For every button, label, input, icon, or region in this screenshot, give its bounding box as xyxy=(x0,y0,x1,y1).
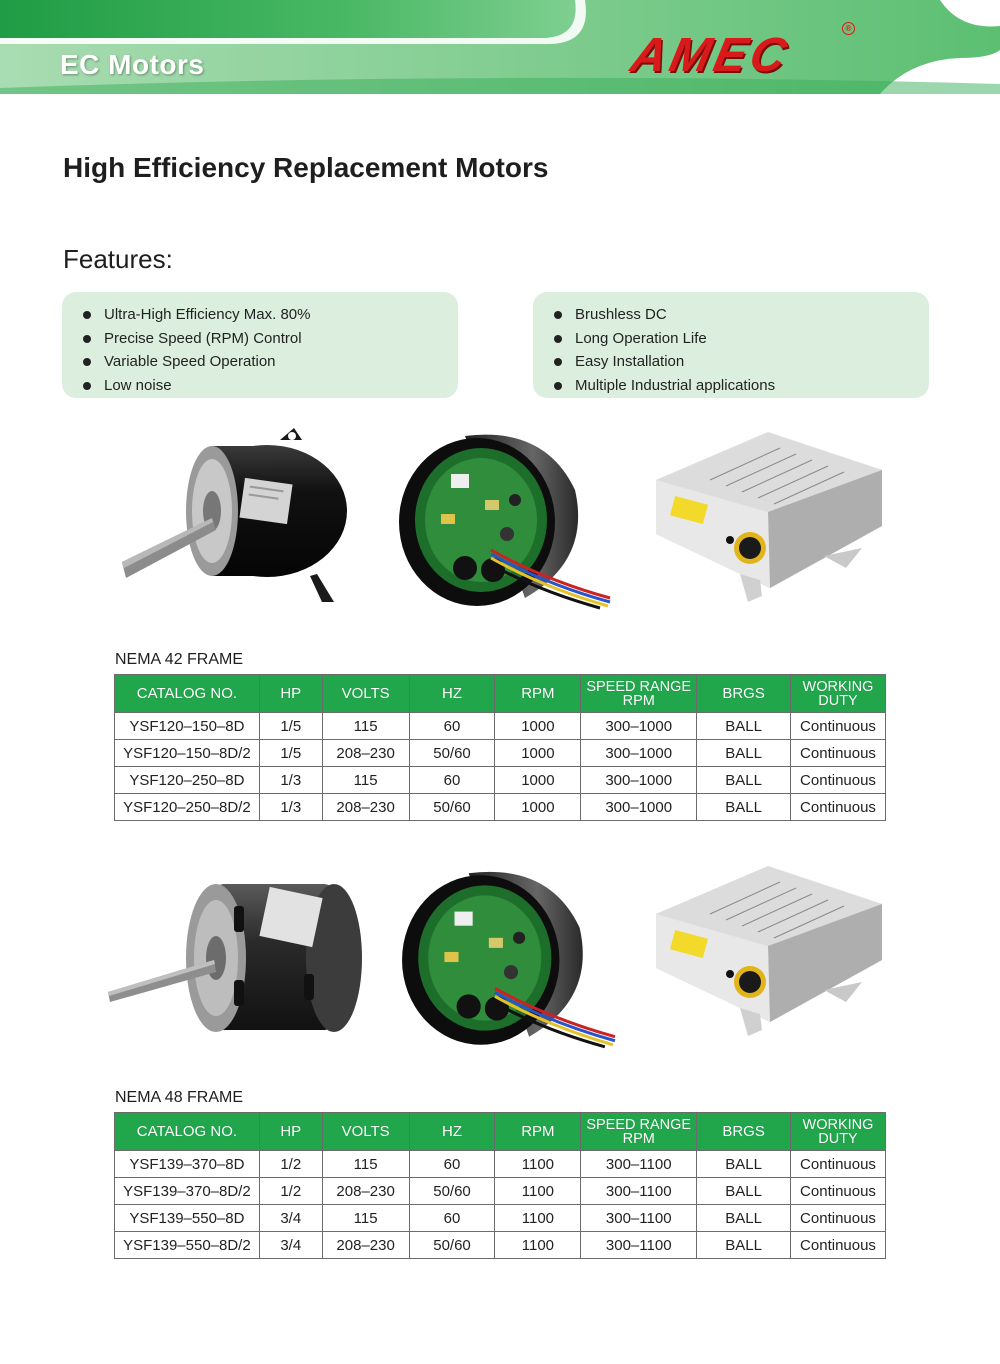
control-board-image-2 xyxy=(398,866,620,1050)
feature-text: Easy Installation xyxy=(575,353,685,370)
table-cell: 50/60 xyxy=(409,1178,495,1205)
column-header: RPM xyxy=(495,1113,581,1151)
column-header: HP xyxy=(259,1113,322,1151)
column-header: CATALOG NO. xyxy=(115,1113,260,1151)
bullet-icon xyxy=(554,358,562,366)
table-cell: 208–230 xyxy=(322,740,409,767)
table-cell: 300–1000 xyxy=(581,767,697,794)
feature-text: Multiple Industrial applications xyxy=(575,376,776,394)
motor-42-frame-image xyxy=(112,426,352,606)
column-header: HZ xyxy=(409,675,495,713)
table-cell: 1000 xyxy=(495,767,581,794)
feature-text: Low noise xyxy=(104,376,172,394)
table-cell: 1000 xyxy=(495,740,581,767)
table-cell: 3/4 xyxy=(259,1205,322,1232)
table-cell: BALL xyxy=(697,1178,791,1205)
table-row xyxy=(115,794,886,821)
nema-42-frame-label: NEMA 42 FRAME xyxy=(115,651,244,668)
table-cell: 1100 xyxy=(495,1151,581,1178)
table-cell: 1000 xyxy=(495,794,581,821)
controller-box-image-2 xyxy=(650,862,890,1042)
table-cell: 300–1100 xyxy=(581,1178,697,1205)
table-cell: YSF139–550–8D xyxy=(115,1205,260,1232)
nema-42-spec-table xyxy=(114,674,886,821)
table-cell: 300–1000 xyxy=(581,740,697,767)
bullet-icon xyxy=(554,335,562,343)
features-list-right xyxy=(533,292,929,397)
table-row xyxy=(115,1178,886,1205)
bullet-icon xyxy=(554,382,562,390)
table-cell: BALL xyxy=(697,1232,791,1259)
table-cell: 1/3 xyxy=(259,794,322,821)
column-header: SPEED RANGE RPM xyxy=(581,675,697,713)
controller-box-image-1 xyxy=(650,428,890,608)
column-header: HZ xyxy=(409,1113,495,1151)
table-cell: 1/5 xyxy=(259,713,322,740)
bullet-icon xyxy=(83,358,91,366)
column-header: VOLTS xyxy=(322,675,409,713)
table-row xyxy=(115,713,886,740)
table-cell: 60 xyxy=(409,713,495,740)
column-header: BRGS xyxy=(697,675,791,713)
features-box-right xyxy=(533,292,929,398)
section-title: EC Motors xyxy=(60,49,205,80)
control-board-image-1 xyxy=(395,430,615,610)
table-cell: YSF139–370–8D/2 xyxy=(115,1178,260,1205)
table-cell: 60 xyxy=(409,767,495,794)
bullet-icon xyxy=(83,311,91,319)
table-cell: YSF120–250–8D xyxy=(115,767,260,794)
table-cell: BALL xyxy=(697,1205,791,1232)
table-cell: Continuous xyxy=(791,1232,886,1259)
table-cell: 1100 xyxy=(495,1205,581,1232)
table-row xyxy=(115,740,886,767)
table-cell: BALL xyxy=(697,767,791,794)
feature-item xyxy=(104,350,458,374)
bullet-icon xyxy=(83,335,91,343)
feature-text: Variable Speed Operation xyxy=(104,353,276,370)
column-header: CATALOG NO. xyxy=(115,675,260,713)
page-title: High Efficiency Replacement Motors xyxy=(63,152,549,183)
column-header: BRGS xyxy=(697,1113,791,1151)
column-header: VOLTS xyxy=(322,1113,409,1151)
feature-item xyxy=(104,327,458,351)
registered-mark: ® xyxy=(842,22,855,35)
table-cell: 300–1000 xyxy=(581,713,697,740)
bullet-icon xyxy=(554,311,562,319)
feature-text: Brushless DC xyxy=(575,306,667,323)
table-cell: 1/3 xyxy=(259,767,322,794)
feature-item xyxy=(575,374,929,398)
table-cell: 115 xyxy=(322,767,409,794)
feature-item xyxy=(104,303,458,327)
bullet-icon xyxy=(83,382,91,390)
table-cell: Continuous xyxy=(791,794,886,821)
features-heading: Features: xyxy=(63,244,173,274)
table-row xyxy=(115,767,886,794)
table-cell: YSF120–150–8D/2 xyxy=(115,740,260,767)
table-cell: 300–1000 xyxy=(581,794,697,821)
feature-item xyxy=(575,350,929,374)
table-cell: BALL xyxy=(697,1151,791,1178)
table-cell: 60 xyxy=(409,1205,495,1232)
table-cell: 50/60 xyxy=(409,794,495,821)
feature-item xyxy=(575,303,929,327)
table-cell: YSF139–550–8D/2 xyxy=(115,1232,260,1259)
table-cell: 1100 xyxy=(495,1178,581,1205)
table-cell: 300–1100 xyxy=(581,1232,697,1259)
table-cell: BALL xyxy=(697,794,791,821)
table-cell: 1/2 xyxy=(259,1178,322,1205)
column-header: WORKING DUTY xyxy=(791,675,886,713)
table-row xyxy=(115,1232,886,1259)
nema-48-spec-table xyxy=(114,1112,886,1259)
table-cell: Continuous xyxy=(791,767,886,794)
feature-item xyxy=(575,327,929,351)
table-cell: 60 xyxy=(409,1151,495,1178)
header-banner xyxy=(0,0,1000,94)
feature-text: Long Operation Life xyxy=(575,329,707,347)
motor-48-frame-image xyxy=(104,868,366,1052)
column-header: SPEED RANGE RPM xyxy=(581,1113,697,1151)
features-box-left xyxy=(62,292,458,398)
table-row xyxy=(115,1205,886,1232)
table-cell: BALL xyxy=(697,713,791,740)
feature-text: Ultra-High Efficiency Max. 80% xyxy=(104,306,311,323)
table-cell: BALL xyxy=(697,740,791,767)
column-header: HP xyxy=(259,675,322,713)
table-cell: YSF120–150–8D xyxy=(115,713,260,740)
table-cell: 1/2 xyxy=(259,1151,322,1178)
table-cell: 1/5 xyxy=(259,740,322,767)
table-cell: 50/60 xyxy=(409,1232,495,1259)
nema-48-frame-label: NEMA 48 FRAME xyxy=(115,1089,244,1106)
table-cell: 1100 xyxy=(495,1232,581,1259)
table-header-row xyxy=(115,1113,886,1151)
table-header-row xyxy=(115,675,886,713)
feature-item xyxy=(104,374,458,398)
table-cell: 1000 xyxy=(495,713,581,740)
table-cell: 208–230 xyxy=(322,1178,409,1205)
column-header: RPM xyxy=(495,675,581,713)
table-cell: Continuous xyxy=(791,740,886,767)
table-cell: 208–230 xyxy=(322,794,409,821)
table-cell: 115 xyxy=(322,713,409,740)
table-row xyxy=(115,1151,886,1178)
table-cell: Continuous xyxy=(791,1151,886,1178)
table-cell: 115 xyxy=(322,1205,409,1232)
table-cell: YSF139–370–8D xyxy=(115,1151,260,1178)
features-list-left xyxy=(62,292,458,397)
table-cell: Continuous xyxy=(791,1178,886,1205)
brand-logo: AMEC xyxy=(626,29,795,82)
feature-text: Precise Speed (RPM) Control xyxy=(104,329,302,347)
table-cell: Continuous xyxy=(791,1205,886,1232)
table-cell: 50/60 xyxy=(409,740,495,767)
column-header: WORKING DUTY xyxy=(791,1113,886,1151)
table-cell: Continuous xyxy=(791,713,886,740)
table-cell: YSF120–250–8D/2 xyxy=(115,794,260,821)
table-cell: 300–1100 xyxy=(581,1205,697,1232)
table-cell: 300–1100 xyxy=(581,1151,697,1178)
table-cell: 208–230 xyxy=(322,1232,409,1259)
table-cell: 3/4 xyxy=(259,1232,322,1259)
table-cell: 115 xyxy=(322,1151,409,1178)
